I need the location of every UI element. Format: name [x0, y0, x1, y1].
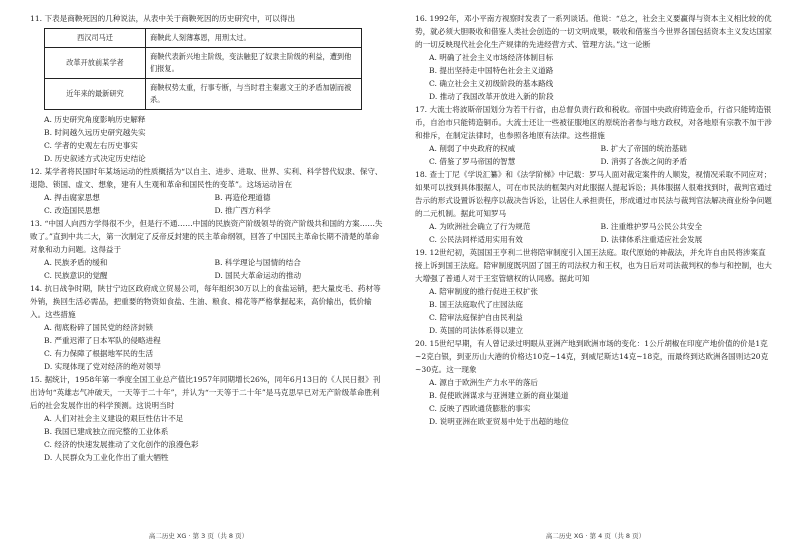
answer-option[interactable]: D. 英国的司法体系得以建立 — [429, 326, 524, 335]
question-block — [30, 217, 385, 282]
answer-option[interactable]: D. 实现体现了党对经济的绝对领导 — [44, 362, 161, 371]
question-number: 13. — [30, 219, 43, 228]
question-block — [415, 168, 772, 246]
answer-option[interactable]: B. 严重迟滞了日本军队的侵略进程 — [44, 336, 161, 345]
answer-option[interactable]: B. 时间越久远历史研究越失实 — [44, 128, 146, 137]
answer-option[interactable]: B. 扩大了帝国的统治基础 — [600, 144, 687, 153]
answer-option[interactable]: C. 民族意识的觉醒 — [44, 271, 108, 280]
answer-option[interactable]: D. 消弭了各族之间的矛盾 — [600, 157, 688, 166]
answer-option[interactable]: D. 推广西方科学 — [214, 206, 271, 215]
answer-option[interactable]: B. 国王法庭取代了庄园法庭 — [429, 300, 523, 309]
answer-option[interactable]: A. 民族矛盾的缓和 — [44, 258, 108, 267]
answer-option[interactable]: B. 注重维护罗马公民公共安全 — [600, 222, 703, 231]
right-page — [397, 0, 794, 546]
question-text: 下表是商鞅死因的几种说法，从表中关于商鞅死因的历史研究中，可以得出 — [44, 14, 296, 23]
answer-option[interactable]: B. 科学理论与国情的结合 — [214, 258, 301, 267]
answer-option[interactable]: D. 说明亚洲在欧亚贸易中处于出超的地位 — [429, 417, 569, 426]
answer-option[interactable]: A. 明确了社会主义市场经济体制目标 — [429, 53, 554, 62]
page-footer: 高二历史 XG · 第 3 页（共 8 页） — [148, 532, 249, 540]
answer-option[interactable]: B. 再造伦理道德 — [214, 193, 271, 202]
question-number: 19. — [415, 248, 428, 257]
answer-option-row — [429, 155, 772, 168]
answer-option[interactable]: C. 陪审法庭保护自由民利益 — [429, 313, 523, 322]
answer-option[interactable]: C. 经济的快速发展推动了文化创作的浪漫色彩 — [44, 440, 199, 449]
answer-option[interactable]: A. 历史研究角度影响历史解释 — [44, 115, 146, 124]
question-stem — [415, 168, 772, 220]
answer-option[interactable]: A. 捍击腐家思想 — [44, 193, 100, 202]
answer-option[interactable]: A. 为欧洲社会确立了行为规范 — [429, 222, 531, 231]
answer-option[interactable]: C. 反映了西欧通货膨胀的事实 — [429, 404, 531, 413]
question-block — [415, 337, 772, 428]
answer-option[interactable]: A. 人们对社会主义建设的艰巨性估计不足 — [44, 414, 184, 423]
table-cell-text: 商鞅此人刻薄寡恩，用刑太过。 — [146, 29, 362, 48]
question-stem — [415, 337, 772, 376]
question-text: 12世纪初，英国国王亨利二世将陪审制度引入国王法庭。取代原始的神裁法，并允许自由民将涉案直接上诉到国王法庭。陪审制度既巩固了国王的司法权力和王权，也为日后对司法裁判权的参与和控制，也大大增强了普通人对于王室管辖权的认同感。据此可知 — [415, 248, 772, 283]
table-cell-source: 近年来的最新研究 — [45, 79, 146, 110]
answer-option-row — [44, 269, 385, 282]
answer-option[interactable]: C. 确立社会主义初级阶段的基本路线 — [429, 79, 554, 88]
answer-option[interactable]: A. 陪审制度的推行促进王权扩张 — [429, 287, 539, 296]
question-stem — [30, 165, 385, 191]
answer-option[interactable]: D. 法律体系注重适应社会发展 — [600, 235, 703, 244]
table-row — [45, 29, 362, 48]
answer-option-row — [44, 191, 385, 204]
answer-option[interactable]: C. 学者的史观左右历史事实 — [44, 141, 138, 150]
answer-option-row — [429, 233, 772, 246]
answer-option[interactable]: A. 削弱了中央政府的权威 — [429, 144, 516, 153]
answer-option[interactable]: C. 有力保障了根据地军民的生活 — [44, 349, 154, 358]
question-block — [30, 373, 385, 464]
question-number: 17. — [415, 105, 428, 114]
question-block — [30, 12, 385, 165]
answer-option[interactable]: B. 促使欧洲谋求与亚洲建立新的商业渠道 — [429, 391, 569, 400]
question-text: 某学者将民国时年某场运动的性质概括为“以自主、进步、进取、世界、实利、科学替代奴隶、保守、退隐、锁国、虚文、想象，建有人生观和革命和国民性的变革”。这场运动旨在 — [30, 167, 383, 189]
table-row — [45, 79, 362, 110]
answer-option-row — [429, 220, 772, 233]
question-number: 18. — [415, 170, 428, 179]
question-number: 16. — [415, 14, 428, 23]
table-cell-text: 商鞅权势太重，行事专断，与当时君主秦惠文王的矛盾加剧而被杀。 — [146, 79, 362, 110]
question-number: 11. — [30, 14, 43, 23]
question-stem — [30, 282, 385, 321]
question-text: 大流士将波斯帝国划分为若干行省，由总督负责行政和税收。帝国中央政府铸造金币，行省只能铸造银币，自治市只能铸造铜币。大流士还让一些被征服地区的原统治者参与地方政权，对各地原有宗教不加干涉和排斥，在制定法律时，也参照各地原有法律。这些措施 — [415, 105, 772, 140]
answer-option-row — [429, 142, 772, 155]
question-stem — [30, 373, 385, 412]
question-text: 抗日战争时期，陕甘宁边区政府成立贸易公司，每年组织30万以上的食盐运销，把大量皮毛、药材等外销，换回生活必需品，把重要的物资如食盐、生油、粮食、棉花等严格掌握起来，高价输出，低价输入。这些措施 — [30, 284, 381, 319]
answer-option[interactable]: B. 提出坚持走中国特色社会主义道路 — [429, 66, 554, 75]
answer-option[interactable]: D. 历史叙述方式决定历史结论 — [44, 154, 146, 163]
question-text: “中国人向西方学得很不少，但是行不通……中国的民族资产阶级领导的资产阶级共和国的方案……失败了。”直到中共二大，第一次制定了反帝反封建的民主革命纲领，回答了中国民主革命长期不清楚的革命对象和动力问题。这得益于 — [30, 219, 383, 254]
answer-option[interactable]: A. 源自于欧洲生产力水平的落后 — [429, 378, 539, 387]
question-text: 据统计，1958年第一季度全国工业总产值比1957年同期增长26%，同年6月13日的《人民日报》刊出诗句“英雄志气冲破天，一天等于二十年”，并认为“一天等于二十年”是马克思早已对无产阶级革命胜利后的社会发展作出的科学预测。这说明当时 — [30, 375, 381, 410]
answer-option[interactable]: C. 公民法同样适用实用有效 — [429, 235, 523, 244]
question-number: 14. — [30, 284, 43, 293]
source-table — [44, 28, 362, 110]
answer-option-row — [44, 204, 385, 217]
question-block — [30, 282, 385, 373]
question-text: 1992年，邓小平南方视察时发表了一系列谈话。他说：“总之，社会主义要赢得与资本主义相比较的优势，就必须大胆吸收和借鉴人类社会创造的一切文明成果，吸收和借鉴当今世界各国包括资本主义发达国家的一切反映现代社会化生产规律的先进经营方式、管理方法。”这一论断 — [415, 14, 772, 49]
question-stem — [415, 103, 772, 142]
page-footer: 高二历史 XG · 第 4 页（共 8 页） — [545, 532, 646, 540]
answer-option[interactable]: C. 借鉴了罗马帝国的智慧 — [429, 157, 516, 166]
answer-option[interactable]: B. 我国已建成独立而完整的工业体系 — [44, 427, 169, 436]
question-stem — [30, 12, 385, 25]
table-row — [45, 48, 362, 79]
answer-option[interactable]: D. 国民大革命运动的推动 — [214, 271, 302, 280]
question-text: 15世纪早期，有人曾记录过明眼从亚洲产地到欧洲市场的变化：1公斤胡椒在印度产地价值的价是1克~2克白银，到亚历山大港的价格达10克~14克，到威尼斯达14克~18克，而最终到达欧洲各国则达20克~30克。这一现象 — [415, 339, 769, 374]
table-cell-source: 改革开放前某学者 — [45, 48, 146, 79]
question-block — [415, 103, 772, 168]
answer-option[interactable]: A. 彻底粉碎了国民党的经济封锁 — [44, 323, 154, 332]
question-block — [30, 165, 385, 217]
table-cell-source: 西汉司马迁 — [45, 29, 146, 48]
answer-option[interactable]: D. 推动了我国改革开放进入新的阶段 — [429, 92, 554, 101]
question-text: 查士丁尼《学说汇纂》和《法学阶梯》中记载：罗马人面对裁定案件的人顺发，视情况采取不同应对；如果可以找到具体服据人，可在市民法的框架内对此服据人提起诉讼；具体服据人很难找到时，裁判官通过告示的形式设置诉讼程序以裁决告诉讼，让居住人承担责任，形成通过市民法与裁判官法解决商业纷争问题的二元机制。据此可知罗马 — [415, 170, 772, 218]
answer-option-row — [44, 256, 385, 269]
question-stem — [415, 246, 772, 285]
answer-option[interactable]: D. 人民群众为工业化作出了重大牺牲 — [44, 453, 169, 462]
question-number: 15. — [30, 375, 43, 384]
answer-option[interactable]: C. 改造国民思想 — [44, 206, 100, 215]
question-block — [415, 246, 772, 337]
question-stem — [415, 12, 772, 51]
question-stem — [30, 217, 385, 256]
table-cell-text: 商鞅代表新兴地主阶级，变法触犯了奴隶主阶级的利益，遭到他们报复。 — [146, 48, 362, 79]
question-block — [415, 12, 772, 103]
question-number: 12. — [30, 167, 43, 176]
question-number: 20. — [415, 339, 428, 348]
